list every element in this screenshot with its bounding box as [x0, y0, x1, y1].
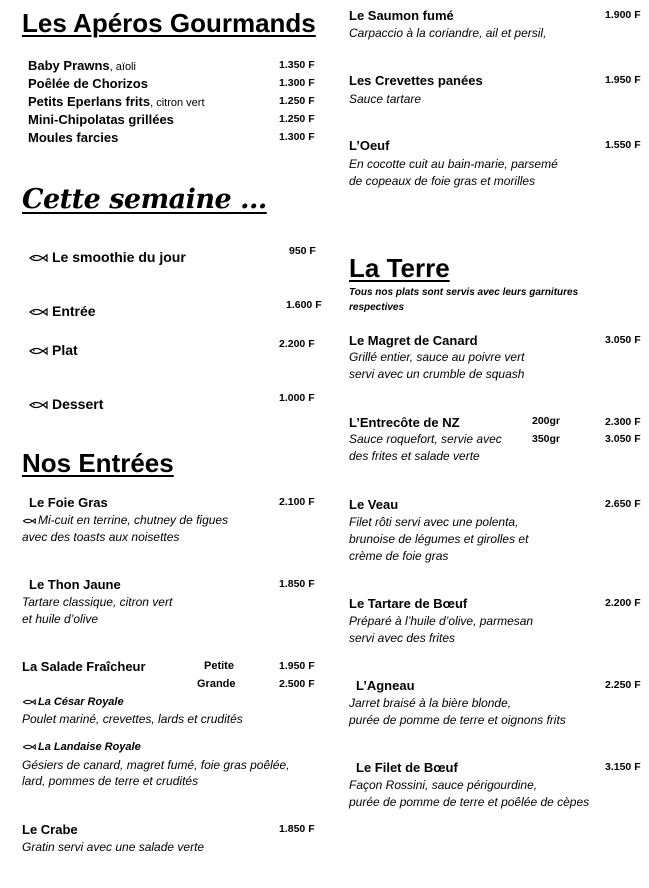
veau-desc-3: crème de foie gras [349, 549, 449, 563]
oeuf-price: 1.550 F [605, 139, 641, 151]
fish-icon [28, 400, 48, 410]
apero-item-2: Poêlée de Chorizos [28, 76, 148, 91]
apero-item-1: Baby Prawns, aïoli [28, 58, 136, 73]
saumon-name: Le Saumon fumé [349, 8, 454, 23]
semaine-item-4: Dessert [28, 396, 103, 412]
veau-name: Le Veau [349, 497, 399, 512]
landaise-name: La Landaise Royale [22, 741, 141, 753]
oeuf-desc-2: de copeaux de foie gras et morilles [349, 174, 536, 188]
fish-icon [28, 346, 48, 356]
oeuf-name: L’Oeuf [349, 138, 390, 153]
thon-desc-1: Tartare classique, citron vert [22, 595, 173, 609]
veau-desc-1: Filet rôti servi avec une polenta, [349, 515, 519, 529]
entrecote-price-1: 2.300 F [605, 416, 641, 428]
salade-size-1: Petite [204, 660, 234, 672]
terre-title: La Terre [349, 253, 450, 283]
entrecote-name: L’Entrecôte de NZ [349, 415, 460, 430]
semaine-price-4: 1.000 F [279, 392, 315, 404]
saumon-price: 1.900 F [605, 9, 641, 21]
crabe-desc: Gratin servi avec une salade verte [22, 840, 205, 854]
foie-gras-desc-1: Mi-cuit en terrine, chutney de figues [22, 512, 228, 529]
saumon-desc: Carpaccio à la coriandre, ail et persil, [349, 26, 547, 40]
entrecote-price-2: 3.050 F [605, 433, 641, 445]
agneau-name: L’Agneau [356, 678, 415, 693]
thon-name: Le Thon Jaune [29, 577, 121, 592]
semaine-price-2: 1.600 F [286, 299, 322, 311]
crevettes-price: 1.950 F [605, 74, 641, 86]
agneau-desc-1: Jarret braisé à la bière blonde, [349, 696, 512, 710]
fish-icon [28, 307, 48, 317]
apero-item-4: Mini-Chipolatas grillées [28, 112, 174, 127]
filet-desc-2: purée de pomme de terre et poêlée de cèpes [349, 795, 590, 809]
semaine-title: Cette semaine ... [22, 184, 267, 215]
magret-price: 3.050 F [605, 334, 641, 346]
aperos-title: Les Apéros Gourmands [22, 8, 316, 38]
apero-price-5: 1.300 F [279, 131, 315, 143]
terre-note-2: respectives [349, 302, 405, 313]
fish-icon [28, 253, 48, 263]
semaine-item-1: Le smoothie du jour [28, 249, 186, 265]
entrecote-weight-2: 350gr [532, 433, 561, 445]
entrecote-desc-2: des frites et salade verte [349, 449, 480, 463]
landaise-desc-2: lard, pommes de terre et crudités [22, 774, 199, 788]
fish-icon [22, 698, 36, 706]
apero-price-1: 1.350 F [279, 59, 315, 71]
tartare-price: 2.200 F [605, 597, 641, 609]
filet-desc-1: Façon Rossini, sauce périgourdine, [349, 778, 538, 792]
cesar-desc: Poulet mariné, crevettes, lards et crudités [22, 712, 243, 726]
agneau-price: 2.250 F [605, 679, 641, 691]
oeuf-desc-1: En cocotte cuit au bain-marie, parsemé [349, 157, 558, 171]
veau-price: 2.650 F [605, 498, 641, 510]
salade-price-1: 1.950 F [279, 660, 315, 672]
semaine-item-2: Entrée [28, 303, 96, 319]
filet-name: Le Filet de Bœuf [356, 760, 458, 775]
semaine-price-1: 950 F [289, 245, 316, 257]
entrecote-desc-1: Sauce roquefort, servie avec [349, 432, 502, 446]
veau-desc-2: brunoise de légumes et girolles et [349, 532, 529, 546]
magret-name: Le Magret de Canard [349, 333, 478, 348]
terre-note-1: Tous nos plats sont servis avec leurs garnitures [349, 287, 579, 298]
semaine-price-3: 2.200 F [279, 338, 315, 350]
entrees-title: Nos Entrées [22, 448, 174, 478]
foie-gras-desc-2: avec des toasts aux noisettes [22, 530, 180, 544]
apero-price-3: 1.250 F [279, 95, 315, 107]
apero-item-3: Petits Eperlans frits, citron vert [28, 94, 205, 109]
tartare-name: Le Tartare de Bœuf [349, 596, 468, 611]
foie-gras-name: Le Foie Gras [29, 495, 108, 510]
apero-price-2: 1.300 F [279, 77, 315, 89]
salade-price-2: 2.500 F [279, 678, 315, 690]
semaine-item-3: Plat [28, 342, 78, 358]
filet-price: 3.150 F [605, 761, 641, 773]
apero-price-4: 1.250 F [279, 113, 315, 125]
thon-price: 1.850 F [279, 578, 315, 590]
fish-icon [22, 743, 36, 751]
magret-desc-1: Grillé entier, sauce au poivre vert [349, 350, 525, 364]
thon-desc-2: et huile d’olive [22, 612, 99, 626]
crabe-name: Le Crabe [22, 822, 78, 837]
landaise-desc-1: Gésiers de canard, magret fumé, foie gras poêlée, [22, 758, 290, 772]
tartare-desc-1: Préparé à l’huile d’olive, parmesan [349, 614, 534, 628]
crevettes-desc: Sauce tartare [349, 92, 422, 106]
tartare-desc-2: servi avec des frites [349, 631, 456, 645]
crabe-price: 1.850 F [279, 823, 315, 835]
entrecote-weight-1: 200gr [532, 415, 561, 427]
magret-desc-2: servi avec un crumble de squash [349, 367, 525, 381]
fish-icon [22, 517, 36, 525]
apero-item-5: Moules farcies [28, 130, 119, 145]
cesar-name: La César Royale [22, 696, 124, 708]
salade-name: La Salade Fraîcheur [22, 659, 146, 674]
agneau-desc-2: purée de pomme de terre et oignons frits [349, 713, 566, 727]
crevettes-name: Les Crevettes panées [349, 73, 483, 88]
foie-gras-price: 2.100 F [279, 496, 315, 508]
salade-size-2: Grande [197, 678, 236, 690]
